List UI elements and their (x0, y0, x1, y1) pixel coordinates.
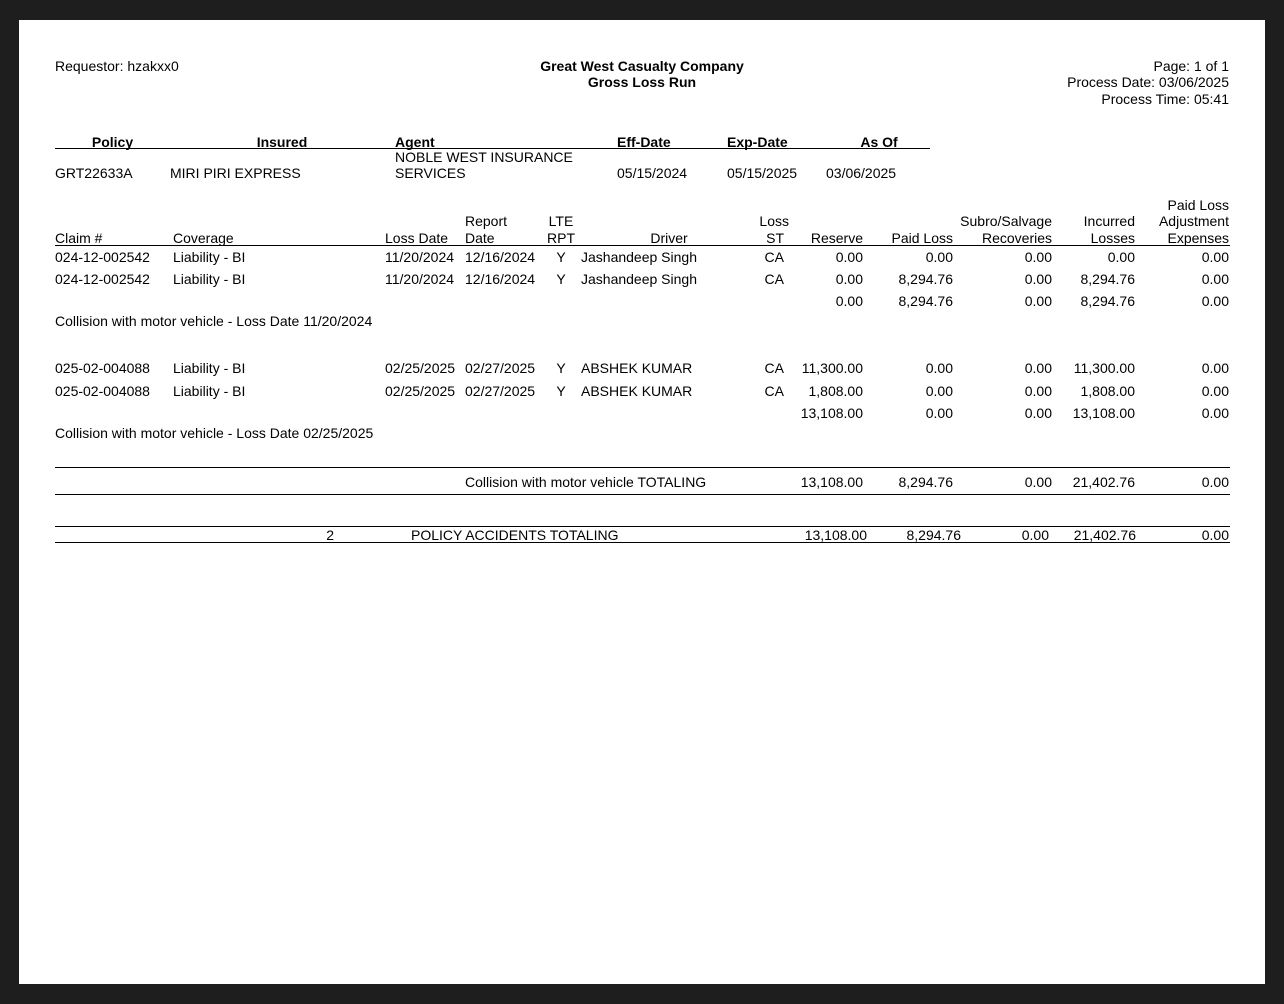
paid-loss-col-header: Paid Loss (891, 230, 953, 246)
subtotal-ple: 0.00 (1201, 405, 1229, 421)
subro-recoveries: 0.00 (1024, 360, 1052, 376)
paid-loss-adjustment-expenses: 0.00 (1201, 271, 1229, 287)
policy-accident-count: 2 (326, 527, 334, 543)
driver: Jashandeep Singh (581, 249, 697, 265)
loss-state: CA (764, 360, 784, 376)
process-time: Process Time: 05:41 (1101, 91, 1229, 107)
lte-rpt: Y (556, 360, 566, 376)
claim-number: 025-02-004088 (55, 383, 150, 399)
reserve: 0.00 (835, 271, 863, 287)
policy-total-label: POLICY ACCIDENTS TOTALING (411, 527, 619, 543)
coverage: Liability - BI (173, 271, 246, 287)
incurred-losses: 1,808.00 (1080, 383, 1135, 399)
loss-date-col-header: Loss Date (385, 230, 449, 246)
loss-date: 11/20/2024 (385, 271, 455, 287)
ple-col-header-3: Expenses (1167, 230, 1229, 246)
driver: ABSHEK KUMAR (581, 383, 693, 399)
process-date: Process Date: 03/06/2025 (1067, 74, 1229, 90)
report-date-col-header-1: Report (465, 213, 508, 229)
policy-total-bottom-rule (55, 542, 1230, 543)
loss-description: Collision with motor vehicle - Loss Date 02/25/2025 (55, 425, 374, 441)
loss-st-col-header-2: ST (766, 230, 784, 246)
cause-total-label: Collision with motor vehicle TOTALING (465, 474, 707, 490)
cause-total-top-rule (55, 467, 1230, 468)
subtotal-subro: 0.00 (1024, 405, 1052, 421)
lte-rpt: Y (556, 383, 566, 399)
subro-col-header-2: Recoveries (981, 230, 1052, 246)
subro-recoveries: 0.00 (1024, 271, 1052, 287)
paid-loss-adjustment-expenses: 0.00 (1201, 249, 1229, 265)
incurred-col-header-2: Losses (1090, 230, 1135, 246)
subtotal-paid-loss: 8,294.76 (898, 293, 953, 309)
reserve-col-header: Reserve (810, 230, 863, 246)
coverage: Liability - BI (173, 383, 246, 399)
cause-total-incurred: 21,402.76 (1072, 474, 1135, 490)
paid-loss: 0.00 (925, 383, 953, 399)
policy-total-reserve: 13,108.00 (804, 527, 867, 543)
subtotal-subro: 0.00 (1024, 293, 1052, 309)
incurred-losses: 8,294.76 (1080, 271, 1135, 287)
driver-col-header: Driver (650, 230, 688, 246)
claim-header-rule (55, 245, 1230, 246)
paid-loss-adjustment-expenses: 0.00 (1201, 383, 1229, 399)
subro-recoveries: 0.00 (1024, 383, 1052, 399)
loss-st-col-header-1: Loss (759, 213, 789, 229)
agent-col-header: Agent (395, 134, 435, 150)
policy-total-subro: 0.00 (1021, 527, 1049, 543)
coverage: Liability - BI (173, 360, 246, 376)
loss-state: CA (764, 383, 784, 399)
coverage: Liability - BI (173, 249, 246, 265)
requestor: Requestor: hzakxx0 (55, 58, 179, 74)
policy-total-incurred: 21,402.76 (1073, 527, 1136, 543)
report-date: 02/27/2025 (465, 360, 536, 376)
subtotal-reserve: 0.00 (835, 293, 863, 309)
paid-loss-adjustment-expenses: 0.00 (1201, 360, 1229, 376)
report-title: Gross Loss Run (587, 74, 697, 90)
eff-date-col-header: Eff-Date (617, 134, 671, 150)
subtotal-incurred: 8,294.76 (1080, 293, 1135, 309)
lte-col-header-2: RPT (547, 230, 575, 246)
loss-date: 11/20/2024 (385, 249, 455, 265)
lte-rpt: Y (556, 249, 566, 265)
reserve: 0.00 (835, 249, 863, 265)
cause-total-ple: 0.00 (1201, 474, 1229, 490)
policy-total-ple: 0.00 (1201, 527, 1229, 543)
cause-total-reserve: 13,108.00 (800, 474, 863, 490)
exp-date-col-header: Exp-Date (727, 134, 788, 150)
subro-col-header-1: Subro/Salvage (960, 213, 1052, 229)
subtotal-paid-loss: 0.00 (925, 405, 953, 421)
cause-total-bottom-rule (55, 494, 1230, 495)
policy-eff-date: 05/15/2024 (617, 165, 688, 181)
cause-total-subro: 0.00 (1024, 474, 1052, 490)
driver: ABSHEK KUMAR (581, 360, 693, 376)
lte-col-header-1: LTE (548, 213, 574, 229)
ple-col-header-2: Adjustment (1158, 213, 1229, 229)
policy-as-of: 03/06/2025 (826, 165, 897, 181)
agent-name-line2: SERVICES (395, 165, 466, 181)
claim-col-header: Claim # (55, 230, 103, 246)
loss-state: CA (764, 271, 784, 287)
paid-loss: 0.00 (925, 360, 953, 376)
incurred-col-header-1: Incurred (1083, 213, 1135, 229)
ple-col-header-1: Paid Loss (1167, 197, 1229, 213)
agent-name-line1: NOBLE WEST INSURANCE (395, 149, 573, 165)
reserve: 11,300.00 (801, 360, 863, 376)
claim-number: 024-12-002542 (55, 271, 150, 287)
subtotal-incurred: 13,108.00 (1072, 405, 1135, 421)
reserve: 1,808.00 (808, 383, 863, 399)
subro-recoveries: 0.00 (1024, 249, 1052, 265)
incurred-losses: 11,300.00 (1073, 360, 1135, 376)
loss-description: Collision with motor vehicle - Loss Date 11/20/2024 (55, 313, 373, 329)
paid-loss: 0.00 (925, 249, 953, 265)
policy-total-paid-loss: 8,294.76 (906, 527, 961, 543)
report-date: 02/27/2025 (465, 383, 536, 399)
lte-rpt: Y (556, 271, 566, 287)
loss-state: CA (764, 249, 784, 265)
claim-number: 024-12-002542 (55, 249, 150, 265)
driver: Jashandeep Singh (581, 271, 697, 287)
report-date: 12/16/2024 (465, 249, 536, 265)
coverage-col-header: Coverage (173, 230, 234, 246)
as-of-col-header: As Of (860, 134, 898, 150)
page-number: Page: 1 of 1 (1153, 58, 1229, 74)
insured-name: MIRI PIRI EXPRESS (170, 165, 301, 181)
loss-date: 02/25/2025 (385, 383, 456, 399)
policy-col-header: Policy (91, 134, 134, 150)
policy-exp-date: 05/15/2025 (727, 165, 798, 181)
paid-loss: 8,294.76 (898, 271, 953, 287)
report-date: 12/16/2024 (465, 271, 536, 287)
subtotal-ple: 0.00 (1201, 293, 1229, 309)
insured-col-header: Insured (256, 134, 308, 150)
loss-date: 02/25/2025 (385, 360, 456, 376)
policy-number: GRT22633A (55, 165, 133, 181)
report-date-col-header-2: Date (465, 230, 495, 246)
cause-total-paid-loss: 8,294.76 (898, 474, 953, 490)
company-name: Great West Casualty Company (540, 58, 744, 74)
claim-number: 025-02-004088 (55, 360, 150, 376)
subtotal-reserve: 13,108.00 (800, 405, 863, 421)
report-page (19, 20, 1265, 984)
incurred-losses: 0.00 (1107, 249, 1135, 265)
